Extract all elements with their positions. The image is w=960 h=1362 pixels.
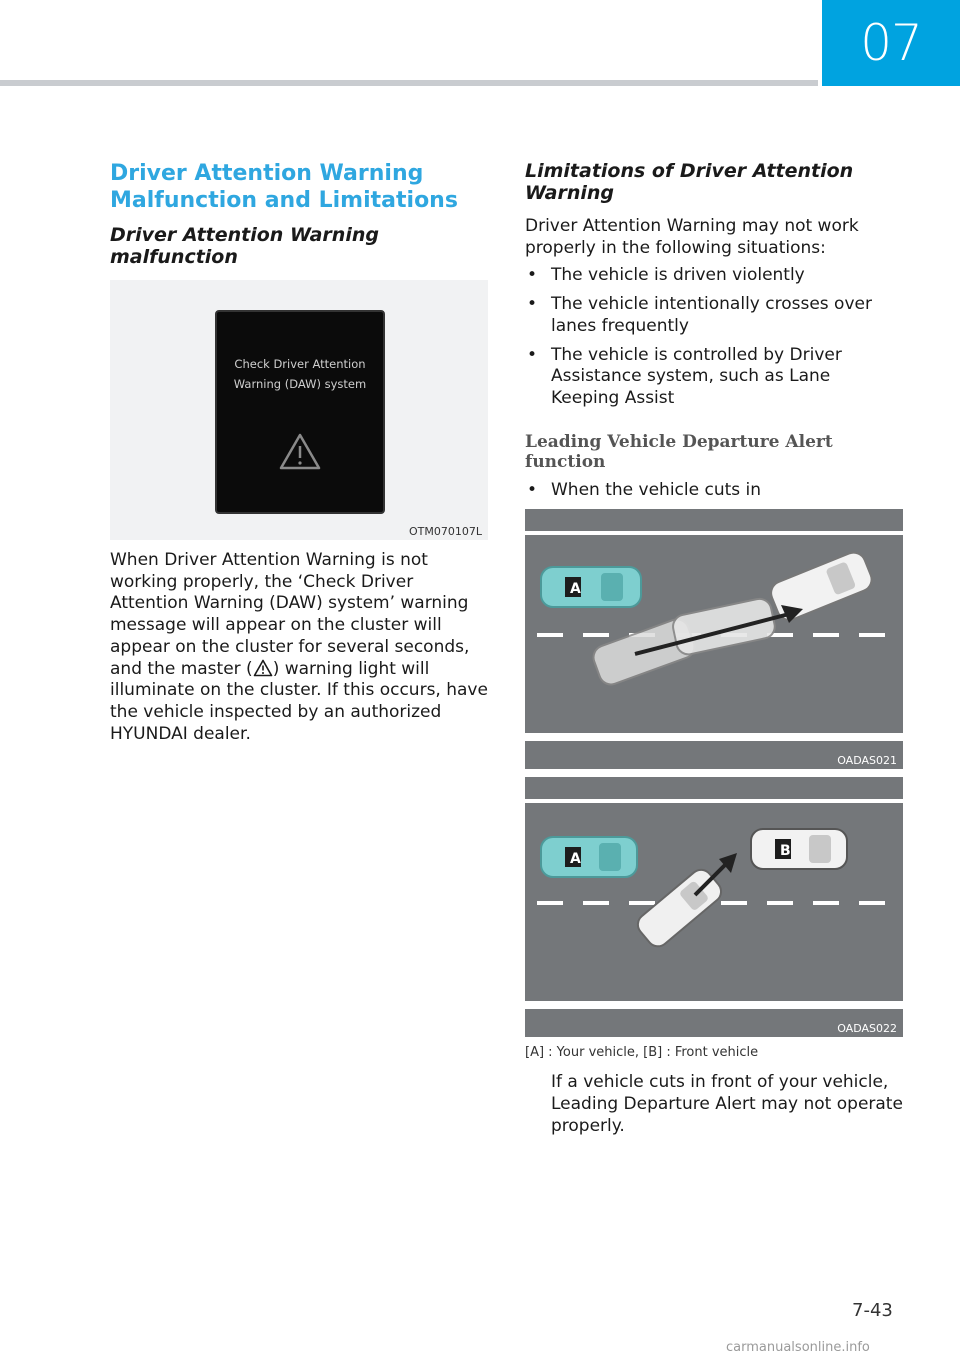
closing-paragraph: If a vehicle cuts in front of your vehicle, Leading Departure Alert may not operate properly.: [551, 1072, 903, 1136]
malfunction-paragraph: When Driver Attention Warning is not working properly, the ‘Check Driver Attention Warning (DAW) system’ warning message will appear on the cluster will appear on the cluster for several seconds, and the master ( ) warning light will illuminate on the cluster. If this occurs, have the vehicle inspected by an authorized HYUNDAI dealer.: [110, 550, 488, 744]
cut-in-figure-1: [525, 509, 903, 769]
cluster-figure: [110, 280, 488, 540]
master-warning-icon: [253, 659, 273, 677]
road-illustration-2: [525, 777, 903, 1037]
cluster-display: [215, 310, 385, 514]
vehicle-label-b: B: [780, 843, 791, 860]
road-illustration-1: [525, 509, 903, 769]
list-item: • The vehicle is driven violently: [527, 265, 805, 286]
ldva-heading: Leading Vehicle Departure Alert function: [525, 431, 833, 472]
header-rule: [0, 80, 818, 86]
watermark: carmanualsonline.info: [726, 1340, 870, 1355]
page-number: 7-43: [852, 1300, 893, 1321]
limitations-intro: Driver Attention Warning may not work properly in the following situations:: [525, 216, 859, 258]
vehicle-label-a: A: [570, 581, 581, 598]
right-column: [525, 160, 903, 1137]
list-item: • The vehicle is controlled by Driver Assistance system, such as Lane Keeping Assist: [527, 344, 842, 408]
warning-triangle-icon: [278, 432, 322, 472]
front-vehicle-b: [751, 829, 847, 869]
list-item: • When the vehicle cuts in: [527, 479, 762, 500]
figure-code: OADAS021: [837, 754, 897, 768]
section-title: Driver Attention Warning Malfunction and Limitations: [110, 161, 458, 213]
your-vehicle-a: [541, 837, 637, 877]
vehicle-label-a: A: [570, 851, 581, 868]
your-vehicle-a: [541, 567, 641, 607]
limitations-title: Limitations of Driver Attention Warning: [525, 160, 854, 204]
cut-in-figure-2: [525, 777, 903, 1037]
list-item: • The vehicle intentionally crosses over lanes frequently: [527, 294, 872, 336]
left-column: [110, 160, 488, 745]
chapter-number: 07: [822, 0, 960, 86]
cluster-message: Check Driver Attention Warning (DAW) system: [233, 357, 367, 391]
malfunction-subtitle: Driver Attention Warning malfunction: [110, 224, 379, 268]
figure-code: OTM070107L: [409, 525, 482, 538]
limitations-list: [525, 265, 903, 409]
cut-in-list: [525, 480, 903, 502]
figure-code: OADAS022: [837, 1022, 897, 1036]
figure-caption: [A] : Your vehicle, [B] : Front vehicle: [525, 1045, 759, 1061]
